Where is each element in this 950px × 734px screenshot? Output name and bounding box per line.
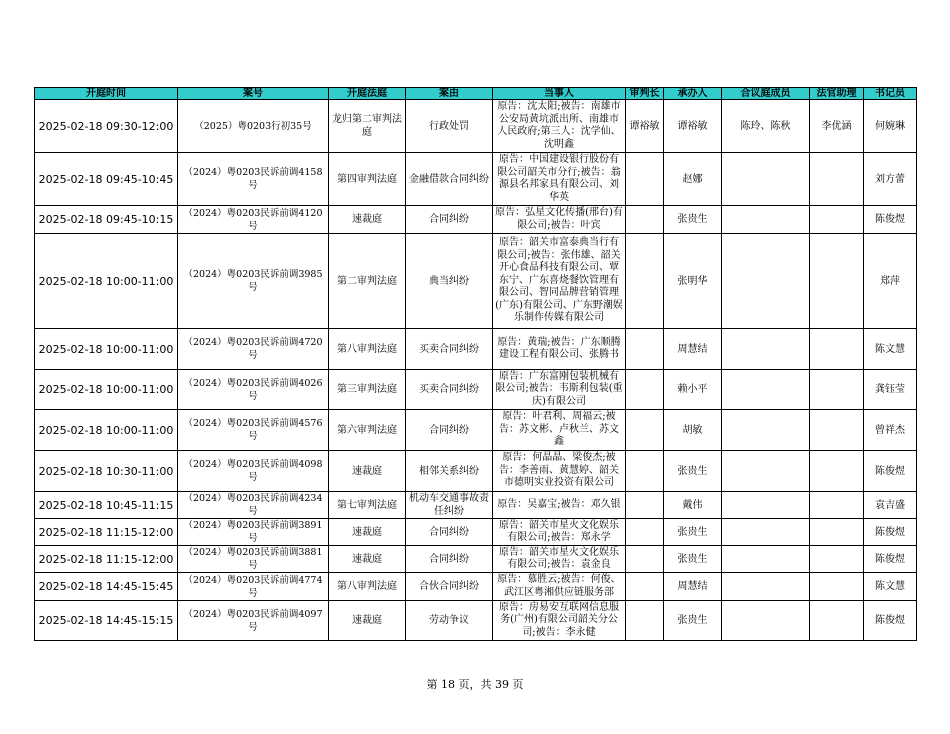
cell-chief-judge <box>626 451 664 492</box>
cell-clerk: 郑萍 <box>864 234 917 329</box>
cell-handler: 谭裕敏 <box>664 100 722 153</box>
cell-clerk: 曾祥杰 <box>864 410 917 451</box>
cell-time: 2025-02-18 09:45-10:45 <box>35 153 178 206</box>
table-row <box>35 601 917 641</box>
cell-cause: 行政处罚 <box>406 100 493 153</box>
cell-clerk: 陈文慧 <box>864 329 917 370</box>
cell-panel <box>722 206 810 234</box>
table-row <box>35 206 917 234</box>
cell-handler: 张贵生 <box>664 451 722 492</box>
cell-clerk: 刘方蕾 <box>864 153 917 206</box>
cell-cause: 买卖合同纠纷 <box>406 329 493 370</box>
cell-clerk: 陈俊煜 <box>864 451 917 492</box>
cell-time: 2025-02-18 09:30-12:00 <box>35 100 178 153</box>
cell-time: 2025-02-18 11:15-12:00 <box>35 546 178 573</box>
cell-parties: 原告：韶关市富泰典当行有限公司;被告：张伟雄、韶关开心食品科技有限公司、覃东宁、广东喜烧餐饮管理有限公司、智同品牌营销管理(广东)有限公司、广东野潮娱乐制作传媒有限公司 <box>493 234 626 329</box>
cell-case-no: （2024）粤0203民诉前调4774号 <box>178 573 329 601</box>
cell-parties: 原告：广东富刚包装机械有限公司;被告：韦斯利包装(重庆)有限公司 <box>493 370 626 410</box>
cell-time: 2025-02-18 10:00-11:00 <box>35 370 178 410</box>
cell-assistant <box>810 153 864 206</box>
cell-assistant <box>810 519 864 546</box>
cell-court: 龙归第二审判法庭 <box>329 100 406 153</box>
cell-chief-judge <box>626 370 664 410</box>
cell-court: 第七审判法庭 <box>329 492 406 519</box>
cell-case-no: （2024）粤0203民诉前调4158号 <box>178 153 329 206</box>
cell-clerk: 陈俊煜 <box>864 519 917 546</box>
cell-chief-judge <box>626 329 664 370</box>
cell-court: 速裁庭 <box>329 206 406 234</box>
table-row <box>35 153 917 206</box>
cell-cause: 合同纠纷 <box>406 410 493 451</box>
cell-court: 速裁庭 <box>329 519 406 546</box>
cell-time: 2025-02-18 10:00-11:00 <box>35 234 178 329</box>
cell-court: 第二审判法庭 <box>329 234 406 329</box>
cell-chief-judge <box>626 492 664 519</box>
cell-panel <box>722 410 810 451</box>
cell-panel <box>722 519 810 546</box>
cell-panel: 陈玲、陈秋 <box>722 100 810 153</box>
cell-clerk: 陈俊煜 <box>864 601 917 641</box>
cell-time: 2025-02-18 14:45-15:15 <box>35 601 178 641</box>
cell-handler: 赖小平 <box>664 370 722 410</box>
cell-panel <box>722 153 810 206</box>
cell-clerk: 龚钰莹 <box>864 370 917 410</box>
cell-case-no: （2024）粤0203民诉前调3881号 <box>178 546 329 573</box>
cell-clerk: 袁吉盛 <box>864 492 917 519</box>
cell-case-no: （2024）粤0203民诉前调3891号 <box>178 519 329 546</box>
cell-time: 2025-02-18 10:30-11:00 <box>35 451 178 492</box>
cell-panel <box>722 601 810 641</box>
cell-clerk: 陈俊煜 <box>864 546 917 573</box>
cell-parties: 原告：房易安互联网信息服务(广州)有限公司韶关分公司;被告：李永健 <box>493 601 626 641</box>
cell-panel <box>722 451 810 492</box>
cell-cause: 金融借款合同纠纷 <box>406 153 493 206</box>
cell-assistant <box>810 451 864 492</box>
cell-chief-judge <box>626 206 664 234</box>
cell-panel <box>722 370 810 410</box>
cell-handler: 张贵生 <box>664 546 722 573</box>
cell-parties: 原告：中国建设银行股份有限公司韶关市分行;被告：翁源县名邦家具有限公司、刘华英 <box>493 153 626 206</box>
cell-court: 第四审判法庭 <box>329 153 406 206</box>
cell-court: 第八审判法庭 <box>329 573 406 601</box>
cell-court: 第六审判法庭 <box>329 410 406 451</box>
col-header-handler: 承办人 <box>664 88 722 100</box>
cell-parties: 原告：叶君利、周福云;被告：苏文彬、卢秋兰、苏文鑫 <box>493 410 626 451</box>
cell-cause: 买卖合同纠纷 <box>406 370 493 410</box>
cell-time: 2025-02-18 11:15-12:00 <box>35 519 178 546</box>
cell-cause: 相邻关系纠纷 <box>406 451 493 492</box>
cell-assistant: 李优涵 <box>810 100 864 153</box>
cell-assistant <box>810 370 864 410</box>
cell-parties: 原告：黄瑞;被告：广东顺腾建设工程有限公司、张腾书 <box>493 329 626 370</box>
cell-panel <box>722 546 810 573</box>
cell-panel <box>722 329 810 370</box>
cell-court: 速裁庭 <box>329 451 406 492</box>
cell-cause: 合同纠纷 <box>406 206 493 234</box>
cell-case-no: （2024）粤0203民诉前调4097号 <box>178 601 329 641</box>
cell-time: 2025-02-18 10:45-11:15 <box>35 492 178 519</box>
cell-handler: 赵娜 <box>664 153 722 206</box>
cell-parties: 原告：韶关市星火文化娱乐有限公司;被告：袁金良 <box>493 546 626 573</box>
cell-chief-judge <box>626 519 664 546</box>
cell-assistant <box>810 492 864 519</box>
cell-handler: 张贵生 <box>664 601 722 641</box>
cell-court: 速裁庭 <box>329 601 406 641</box>
cell-parties: 原告：吴嘉宝;被告：邓久银 <box>493 492 626 519</box>
cell-assistant <box>810 410 864 451</box>
col-header-court: 开庭法庭 <box>329 88 406 100</box>
table-row <box>35 410 917 451</box>
cell-case-no: （2024）粤0203民诉前调4576号 <box>178 410 329 451</box>
cell-cause: 合同纠纷 <box>406 519 493 546</box>
cell-clerk: 何婉琳 <box>864 100 917 153</box>
cell-clerk: 陈俊煜 <box>864 206 917 234</box>
cell-parties: 原告：弘星文化传播(邢台)有限公司;被告：叶宾 <box>493 206 626 234</box>
cell-assistant <box>810 234 864 329</box>
cell-assistant <box>810 329 864 370</box>
header-row <box>35 88 917 100</box>
cell-cause: 合伙合同纠纷 <box>406 573 493 601</box>
cell-handler: 周慧结 <box>664 329 722 370</box>
cell-panel <box>722 492 810 519</box>
cell-assistant <box>810 546 864 573</box>
cell-case-no: （2024）粤0203民诉前调4720号 <box>178 329 329 370</box>
page-footer: 第 18 页，共 39 页 <box>426 678 524 691</box>
cell-chief-judge <box>626 573 664 601</box>
cell-assistant <box>810 206 864 234</box>
cell-cause: 典当纠纷 <box>406 234 493 329</box>
cell-chief-judge <box>626 153 664 206</box>
cell-time: 2025-02-18 10:00-11:00 <box>35 410 178 451</box>
cell-case-no: （2024）粤0203民诉前调4026号 <box>178 370 329 410</box>
cell-time: 2025-02-18 10:00-11:00 <box>35 329 178 370</box>
cell-panel <box>722 234 810 329</box>
cell-panel <box>722 573 810 601</box>
cell-clerk: 陈文慧 <box>864 573 917 601</box>
cell-assistant <box>810 573 864 601</box>
col-header-parties: 当事人 <box>493 88 626 100</box>
cell-chief-judge <box>626 410 664 451</box>
cell-chief-judge <box>626 601 664 641</box>
cell-handler: 张贵生 <box>664 206 722 234</box>
cell-parties: 原告：韶关市星火文化娱乐有限公司;被告：郑永学 <box>493 519 626 546</box>
col-header-cause: 案由 <box>406 88 493 100</box>
col-header-panel: 合议庭成员 <box>722 88 810 100</box>
table-row <box>35 451 917 492</box>
col-header-time: 开庭时间 <box>35 88 178 100</box>
table-row <box>35 546 917 573</box>
col-header-case-no: 案号 <box>178 88 329 100</box>
cell-cause: 机动车交通事故责任纠纷 <box>406 492 493 519</box>
cell-case-no: （2024）粤0203民诉前调4098号 <box>178 451 329 492</box>
cell-court: 速裁庭 <box>329 546 406 573</box>
table-body <box>35 100 917 641</box>
schedule-table <box>34 87 917 641</box>
table-row <box>35 329 917 370</box>
cell-handler: 戴伟 <box>664 492 722 519</box>
cell-case-no: （2024）粤0203民诉前调3985号 <box>178 234 329 329</box>
cell-court: 第八审判法庭 <box>329 329 406 370</box>
cell-chief-judge <box>626 234 664 329</box>
cell-handler: 张明华 <box>664 234 722 329</box>
table-row <box>35 573 917 601</box>
table-row <box>35 100 917 153</box>
cell-cause: 合同纠纷 <box>406 546 493 573</box>
cell-chief-judge: 谭裕敏 <box>626 100 664 153</box>
cell-case-no: （2024）粤0203民诉前调4120号 <box>178 206 329 234</box>
cell-handler: 周慧结 <box>664 573 722 601</box>
cell-assistant <box>810 601 864 641</box>
table-row <box>35 519 917 546</box>
cell-case-no: （2025）粤0203行初35号 <box>178 100 329 153</box>
cell-time: 2025-02-18 09:45-10:15 <box>35 206 178 234</box>
cell-court: 第三审判法庭 <box>329 370 406 410</box>
cell-handler: 张贵生 <box>664 519 722 546</box>
cell-time: 2025-02-18 14:45-15:45 <box>35 573 178 601</box>
cell-parties: 原告：沈太阳;被告：南雄市公安局黄坑派出所、南雄市人民政府;第三人：沈学仙、沈明鑫 <box>493 100 626 153</box>
col-header-chief-judge: 审判长 <box>626 88 664 100</box>
col-header-clerk: 书记员 <box>864 88 917 100</box>
table-row <box>35 492 917 519</box>
cell-case-no: （2024）粤0203民诉前调4234号 <box>178 492 329 519</box>
cell-parties: 原告：何晶晶、梁俊杰;被告：李善雨、黄慧婷、韶关市德明实业投资有限公司 <box>493 451 626 492</box>
col-header-assistant: 法官助理 <box>810 88 864 100</box>
table-row <box>35 370 917 410</box>
cell-cause: 劳动争议 <box>406 601 493 641</box>
table-row <box>35 234 917 329</box>
cell-parties: 原告：慕胜云;被告：何俊、武江区粤湘供应链服务部 <box>493 573 626 601</box>
cell-chief-judge <box>626 546 664 573</box>
cell-handler: 胡敏 <box>664 410 722 451</box>
